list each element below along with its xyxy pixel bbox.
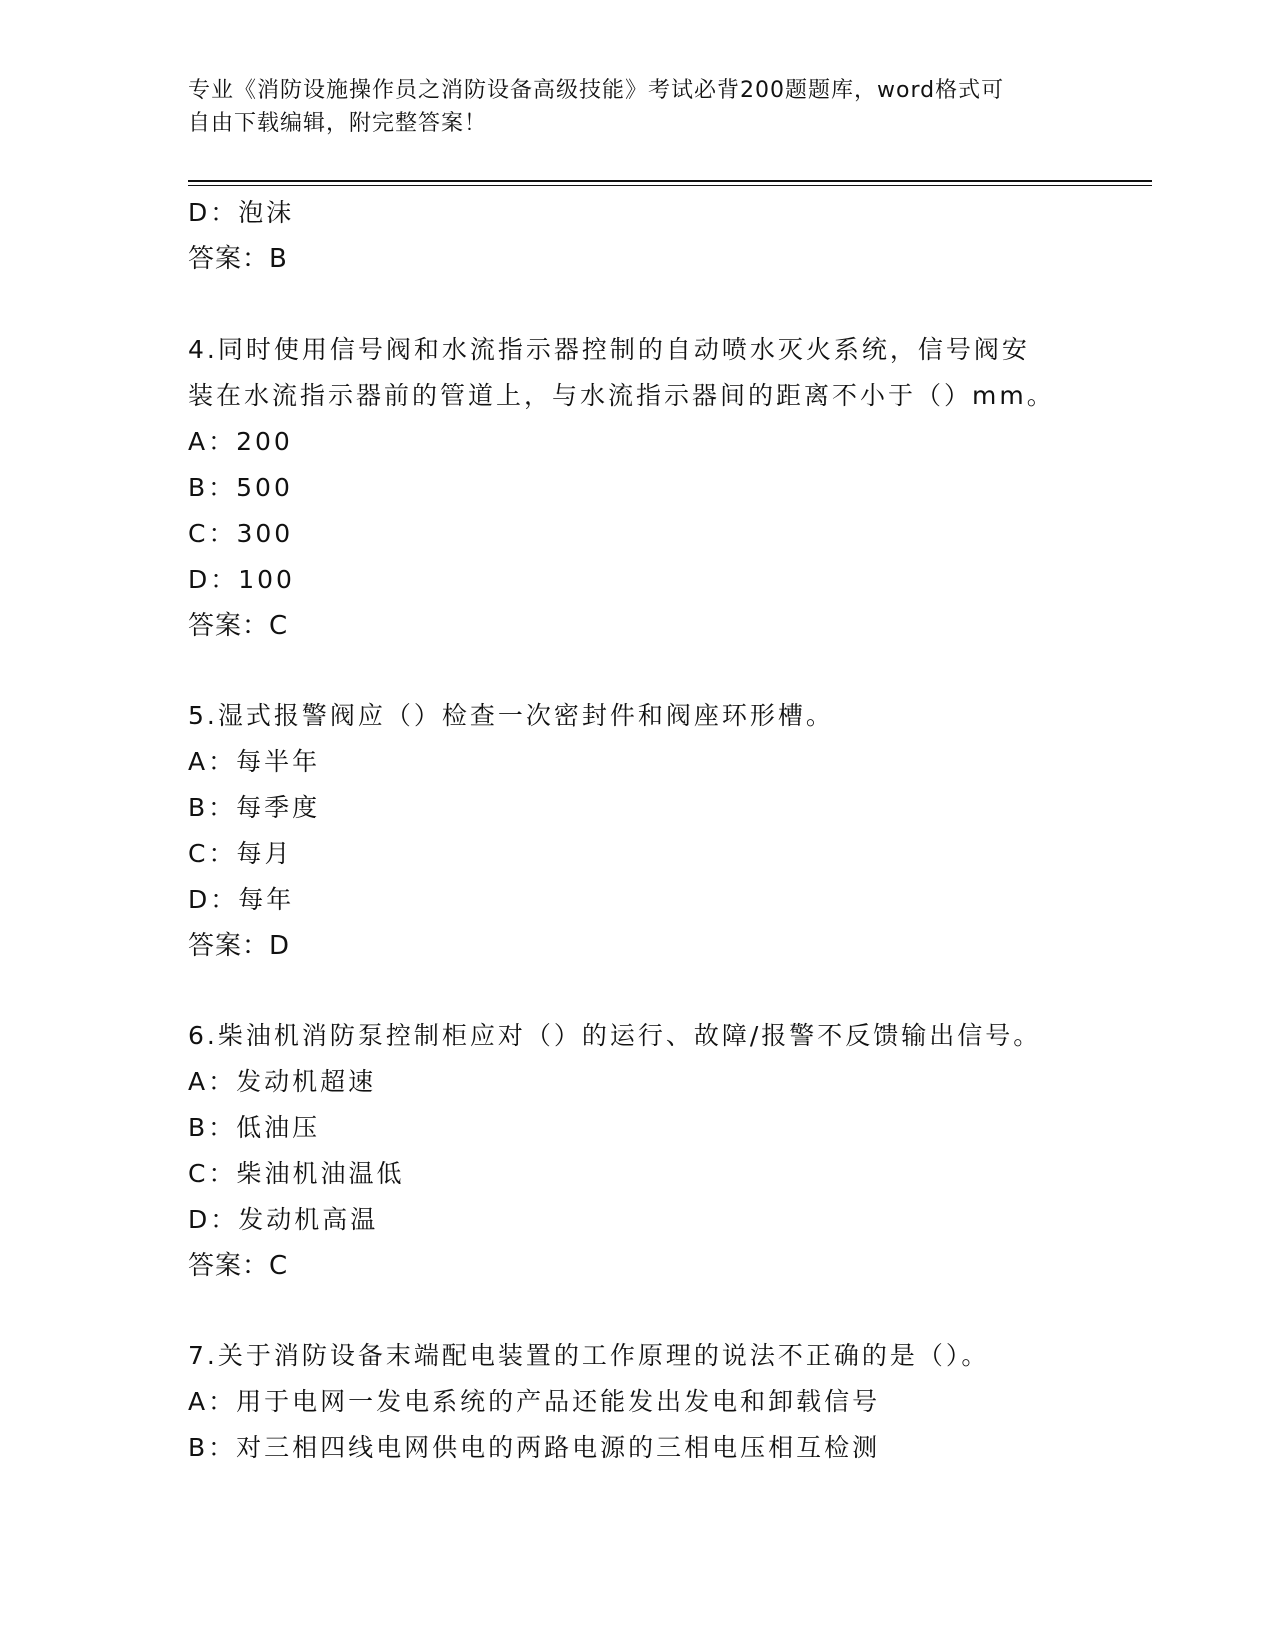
spacer — [188, 649, 1068, 693]
header-rule-thin — [188, 185, 1152, 186]
q6-option-b: B：低油压 — [188, 1113, 321, 1142]
q5-answer: 答案：D — [188, 931, 291, 961]
q6-option-a: A：发动机超速 — [188, 1067, 377, 1096]
q7-option-b: B：对三相四线电网供电的两路电源的三相电压相互检测 — [188, 1433, 881, 1462]
q4-answer: 答案：C — [188, 611, 289, 641]
q4-stem-line-2: 装在水流指示器前的管道上，与水流指示器间的距离不小于（）mm。 — [188, 381, 1055, 410]
q6-option-c: C：柴油机油温低 — [188, 1159, 405, 1188]
q6-stem: 6.柴油机消防泵控制柜应对（）的运行、故障/报警不反馈输出信号。 — [188, 1021, 1042, 1050]
q4-option-b: B：500 — [188, 473, 293, 502]
spacer — [188, 282, 1068, 327]
q5-option-b: B：每季度 — [188, 793, 321, 822]
q6-answer: 答案：C — [188, 1251, 289, 1281]
spacer — [188, 969, 1068, 1013]
q7-stem: 7.关于消防设备末端配电装置的工作原理的说法不正确的是（）。 — [188, 1341, 990, 1370]
q6-option-d: D：发动机高温 — [188, 1205, 379, 1234]
header-rule-thick — [188, 180, 1152, 182]
q7-option-a: A：用于电网一发电系统的产品还能发出发电和卸载信号 — [188, 1387, 881, 1416]
q5-option-a: A：每半年 — [188, 747, 321, 776]
q4-option-c: C：300 — [188, 519, 294, 548]
q5-stem: 5.湿式报警阀应（）检查一次密封件和阀座环形槽。 — [188, 701, 834, 730]
q4-option-a: A：200 — [188, 427, 293, 456]
q5-option-c: C：每月 — [188, 839, 293, 868]
q5-option-d: D：每年 — [188, 885, 295, 914]
document-header — [188, 74, 1068, 140]
q3-option-d: D：泡沫 — [188, 198, 295, 227]
q3-answer: 答案：B — [188, 244, 288, 274]
q4-option-d: D：100 — [188, 565, 295, 594]
header-line-2: 自由下载编辑，附完整答案！ — [188, 111, 488, 136]
question-content — [188, 190, 1068, 1471]
header-line-1: 专业《消防设施操作员之消防设备高级技能》考试必背200题题库，word格式可 — [188, 78, 1005, 103]
q4-stem-line-1: 4.同时使用信号阀和水流指示器控制的自动喷水灭火系统，信号阀安 — [188, 335, 1030, 364]
spacer — [188, 1289, 1068, 1333]
